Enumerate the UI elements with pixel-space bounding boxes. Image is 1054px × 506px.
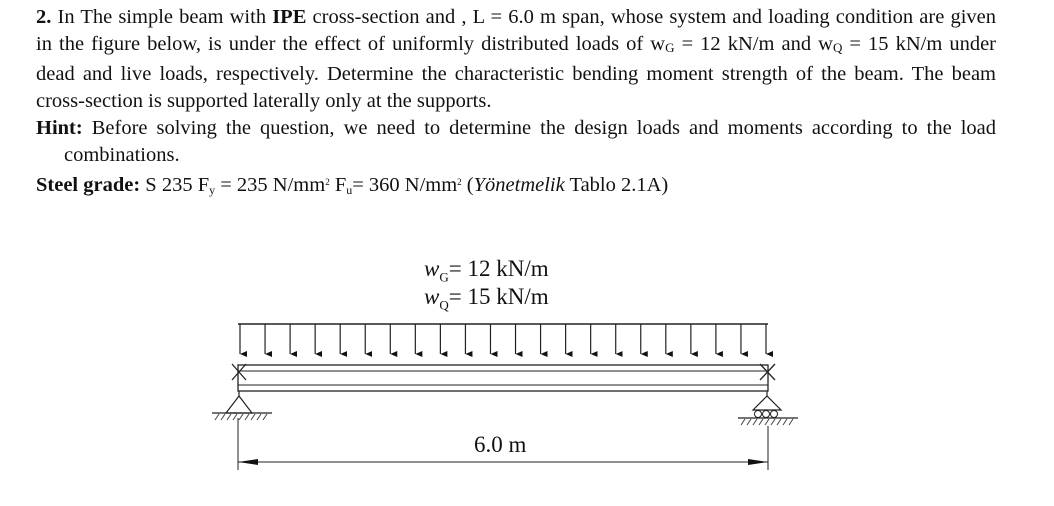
wg-subscript: G: [665, 40, 675, 55]
steel-grade-label: Steel grade:: [36, 174, 141, 196]
load-arrows: [240, 324, 766, 354]
roller-support-right: [738, 391, 798, 425]
lateral-support-left: [232, 364, 246, 380]
ipe-label: IPE: [272, 6, 307, 28]
steel-text: Tablo 2.1A): [564, 174, 669, 196]
statement-text: cross-section and , L = 6.0 m span, whose system and loading condition are given in the figure below, is under the effect of uniformly distributed loads of w: [36, 6, 996, 55]
steel-text: (: [461, 174, 474, 196]
statement-text: = 15 kN/m under dead and live loads, respectively. Determine the characteristic bending moment strength of the beam. The beam cross-section is supported laterally only at the supports.: [36, 33, 996, 112]
unit-exponent: 2: [457, 177, 462, 187]
hint-text: Before solving the question, we need to determine the design loads and moments according to the load combinations.: [64, 117, 996, 166]
beam-body: [238, 365, 768, 391]
wg-value: = 12 kN/m: [448, 256, 549, 281]
wq-label-subscript: Q: [439, 297, 449, 313]
steel-text: = 360 N/mm: [352, 174, 458, 196]
span-label: 6.0 m: [474, 432, 527, 457]
steel-text: S 235 F: [140, 174, 210, 196]
unit-exponent: 2: [325, 177, 330, 187]
regulation-name: Yönetmelik: [473, 174, 565, 196]
hint-label: Hint:: [36, 117, 83, 139]
statement-text: = 12 kN/m and w: [674, 33, 833, 55]
wq-value: = 15 kN/m: [448, 284, 549, 309]
statement-text: In The simple beam with: [51, 6, 273, 28]
fy-subscript: y: [209, 183, 216, 197]
wg-symbol: w: [424, 256, 440, 281]
wg-label-subscript: G: [439, 269, 449, 285]
pin-support-left: [212, 391, 272, 420]
wq-subscript: Q: [832, 40, 843, 55]
fu-subscript: u: [346, 183, 353, 197]
wq-symbol: w: [424, 284, 440, 309]
steel-text: = 235 N/mm: [215, 174, 326, 196]
steel-text: F: [329, 174, 347, 196]
problem-number: 2.: [36, 6, 52, 28]
